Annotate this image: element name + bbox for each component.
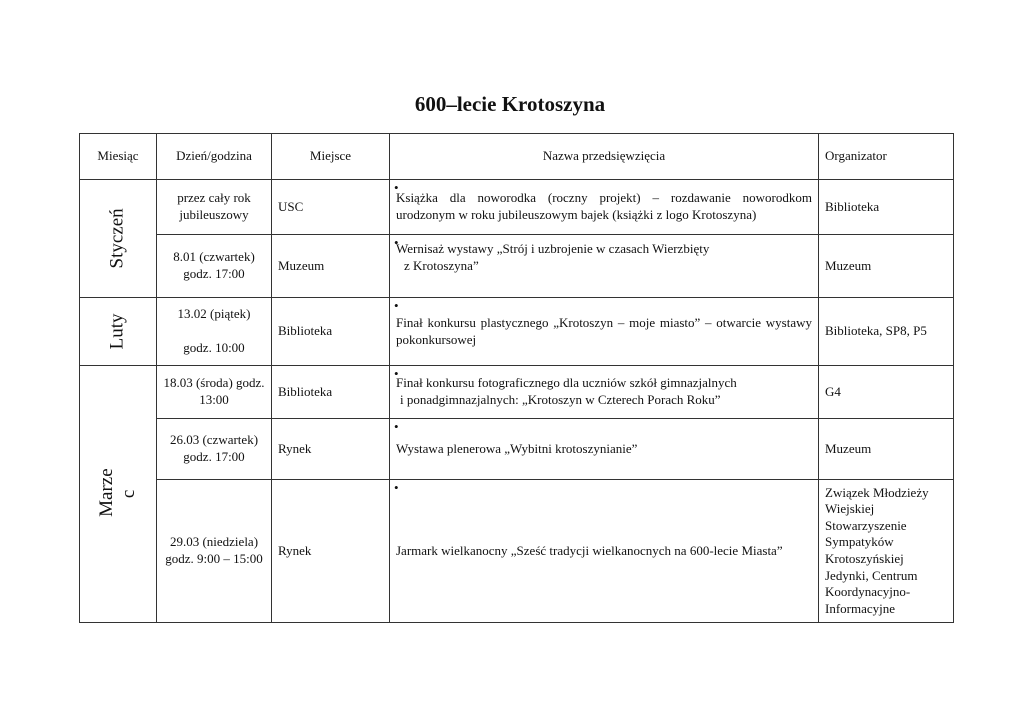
event-line: z Krotoszyna”: [404, 257, 479, 273]
place-cell: USC: [272, 180, 390, 235]
header-date: Dzień/godzina: [157, 134, 272, 180]
table-row: [80, 298, 954, 366]
table-row: [80, 419, 954, 480]
organizer-cell: Związek Młodzieży Wiejskiej Stowarzyszenie Sympatyków Krotoszyńskiej Jedynki, Centrum Koordynacyjno-Informacyjne: [819, 480, 954, 623]
event-line: • Wernisaż wystawy „Strój i uzbrojenie w czasach Wierzbięty: [396, 241, 710, 256]
organizer-cell: Muzeum: [819, 419, 954, 480]
organizer-cell: Biblioteka, SP8, P5: [819, 298, 954, 366]
table-row: [80, 366, 954, 419]
place-cell: Muzeum: [272, 235, 390, 298]
month-cell-march: [80, 366, 157, 623]
month-label: Styczeń: [106, 208, 128, 269]
organizer-cell: Muzeum: [819, 235, 954, 298]
date-cell: 18.03 (środa) godz. 13:00: [157, 366, 272, 419]
schedule-table: [79, 133, 954, 623]
document-title: 600–lecie Krotoszyna: [414, 92, 606, 116]
month-cell-february: [80, 298, 157, 366]
date-line: 13.02 (piątek): [177, 306, 251, 322]
place-cell: Rynek: [272, 419, 390, 480]
month-cell-january: [80, 180, 157, 298]
date-cell: [157, 298, 272, 366]
organizer-cell: Biblioteka: [819, 180, 954, 235]
event-cell: [390, 366, 819, 419]
table-header-row: [80, 134, 954, 180]
organizer-cell: G4: [819, 366, 954, 419]
date-cell: 29.03 (niedziela) godz. 9:00 – 15:00: [157, 480, 272, 623]
month-label: Marze c: [96, 468, 139, 517]
date-cell: przez cały rok jubileuszowy: [157, 180, 272, 235]
table-row: [80, 480, 954, 623]
event-line: i ponadgimnazjalnych: „Krotoszyn w Czterech Porach Roku”: [400, 392, 721, 407]
date-cell: 26.03 (czwartek) godz. 17:00: [157, 419, 272, 480]
event-cell: [390, 235, 819, 298]
event-cell: • Finał konkursu plastycznego „Krotoszyn – moje miasto” – otwarcie wystawy pokonkursowej: [390, 298, 819, 366]
header-place: Miejsce: [272, 134, 390, 180]
header-month: Miesiąc: [80, 134, 157, 180]
event-cell: • Książka dla noworodka (roczny projekt) – rozdawanie noworodkom urodzonym w roku jubileuszowym bajek (książki z logo Krotoszyna): [390, 180, 819, 235]
header-event: Nazwa przedsięwzięcia: [390, 134, 819, 180]
table-row: [80, 235, 954, 298]
event-line: • Finał konkursu fotograficznego dla uczniów szkół gimnazjalnych: [396, 375, 737, 391]
event-cell: • Jarmark wielkanocny „Sześć tradycji wielkanocnych na 600-lecie Miasta”: [390, 480, 819, 623]
place-cell: Biblioteka: [272, 366, 390, 419]
date-line: godz. 10:00: [183, 340, 245, 355]
date-cell: 8.01 (czwartek) godz. 17:00: [157, 235, 272, 298]
header-organizer: Organizator: [819, 134, 954, 180]
month-label: Luty: [106, 313, 128, 350]
table-row: [80, 180, 954, 235]
place-cell: Biblioteka: [272, 298, 390, 366]
event-cell: • Wystawa plenerowa „Wybitni krotoszynianie”: [390, 419, 819, 480]
place-cell: Rynek: [272, 480, 390, 623]
